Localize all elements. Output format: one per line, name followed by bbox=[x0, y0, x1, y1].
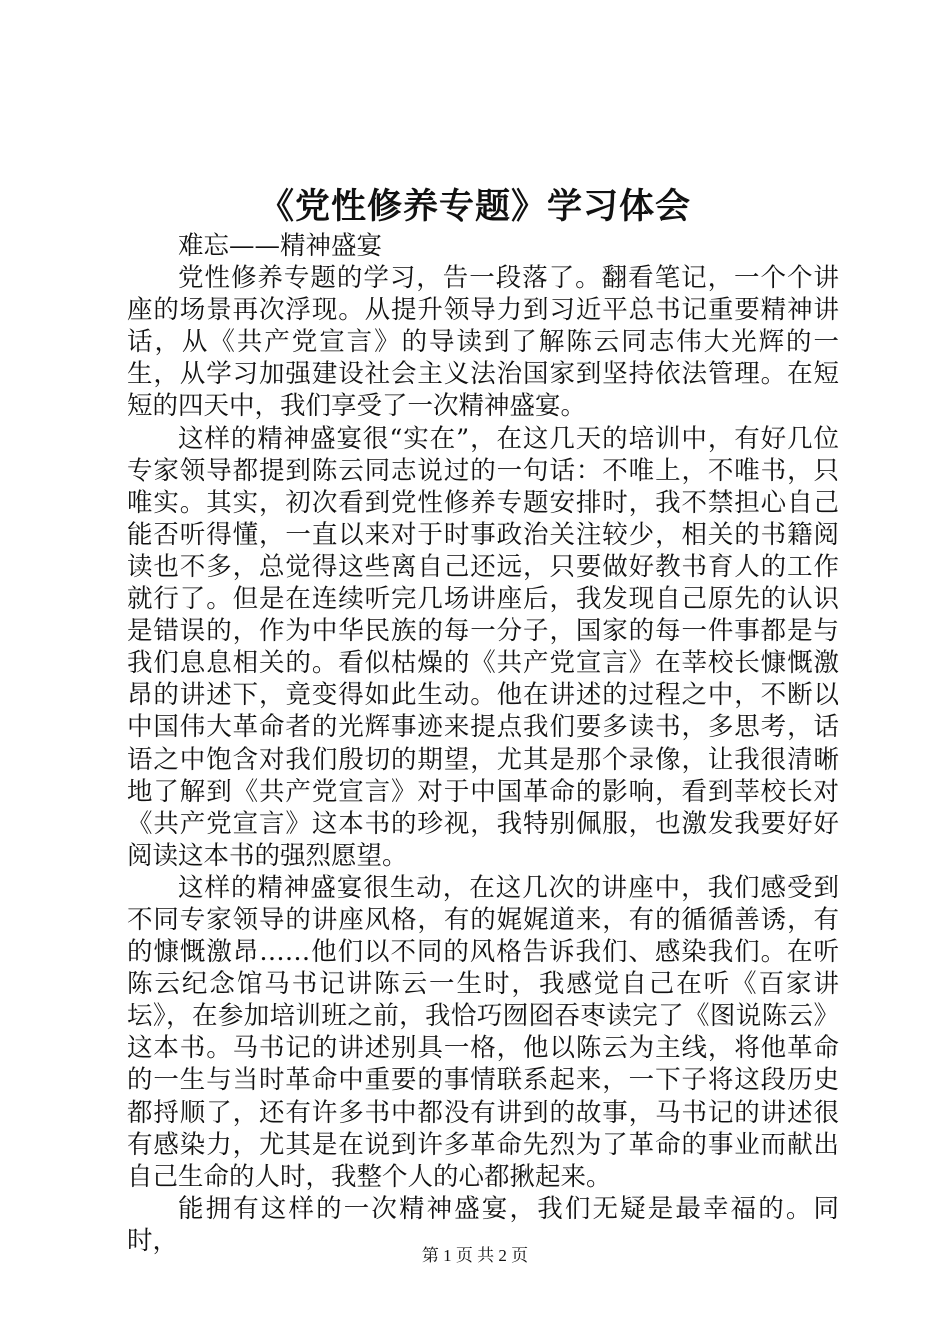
document-body bbox=[127, 230, 839, 1257]
paragraph-2: 这样的精神盛宴很“实在”，在这几天的培训中，有好几位专家领导都提到陈云同志说过的一句话：不唯上，不唯书，只唯实。其实，初次看到党性修养专题安排时，我不禁担心自己能否听得懂，一直以来对于时事政治关注较少，相关的书籍阅读也不多，总觉得这些离自己还远，只要做好教书育人的工作就行了。但是在连续听完几场讲座后，我发现自己原先的认识是错误的，作为中华民族的每一分子，国家的每一件事都是与我们息息相关的。看似枯燥的《共产党宣言》在莘校长慷慨激昂的讲述下，竟变得如此生动。他在讲述的过程之中，不断以中国伟大革命者的光辉事迹来提点我们要多读书，多思考，话语之中饱含对我们殷切的期望，尤其是那个录像，让我很清晰地了解到《共产党宣言》对于中国革命的影响，看到莘校长对《共产党宣言》这本书的珍视，我特别佩服，也激发我要好好阅读这本书的强烈愿望。 bbox=[127, 423, 839, 871]
page-number-footer: 第 1 页 共 2 页 bbox=[421, 1246, 529, 1265]
paragraph-4: 能拥有这样的一次精神盛宴，我们无疑是最幸福的。同时， bbox=[127, 1193, 839, 1256]
document-subtitle: 难忘——精神盛宴 bbox=[178, 231, 383, 261]
paragraph-3: 这样的精神盛宴很生动，在这几次的讲座中，我们感受到不同专家领导的讲座风格，有的娓娓道来，有的循循善诱，有的慷慨激昂……他们以不同的风格告诉我们、感染我们。在听陈云纪念馆马书记讲陈云一生时，我感觉自己在听《百家讲坛》，在参加培训班之前，我恰巧囫囵吞枣读完了《图说陈云》这本书。马书记的讲述别具一格，他以陈云为主线，将他革命的一生与当时革命中重要的事情联系起来，一下子将这段历史都捋顺了，还有许多书中都没有讲到的故事，马书记的讲述很有感染力，尤其是在说到许多革命先烈为了革命的事业而献出自己生命的人时，我整个人的心都揪起来。 bbox=[127, 872, 839, 1192]
document-title: 《党性修养专题》学习体会 bbox=[258, 186, 691, 227]
paragraph-1: 党性修养专题的学习，告一段落了。翻看笔记，一个个讲座的场景再次浮现。从提升领导力到习近平总书记重要精神讲话，从《共产党宣言》的导读到了解陈云同志伟大光辉的一生，从学习加强建设社会主义法治国家到坚持依法管理。在短短的四天中，我们享受了一次精神盛宴。 bbox=[127, 263, 839, 422]
